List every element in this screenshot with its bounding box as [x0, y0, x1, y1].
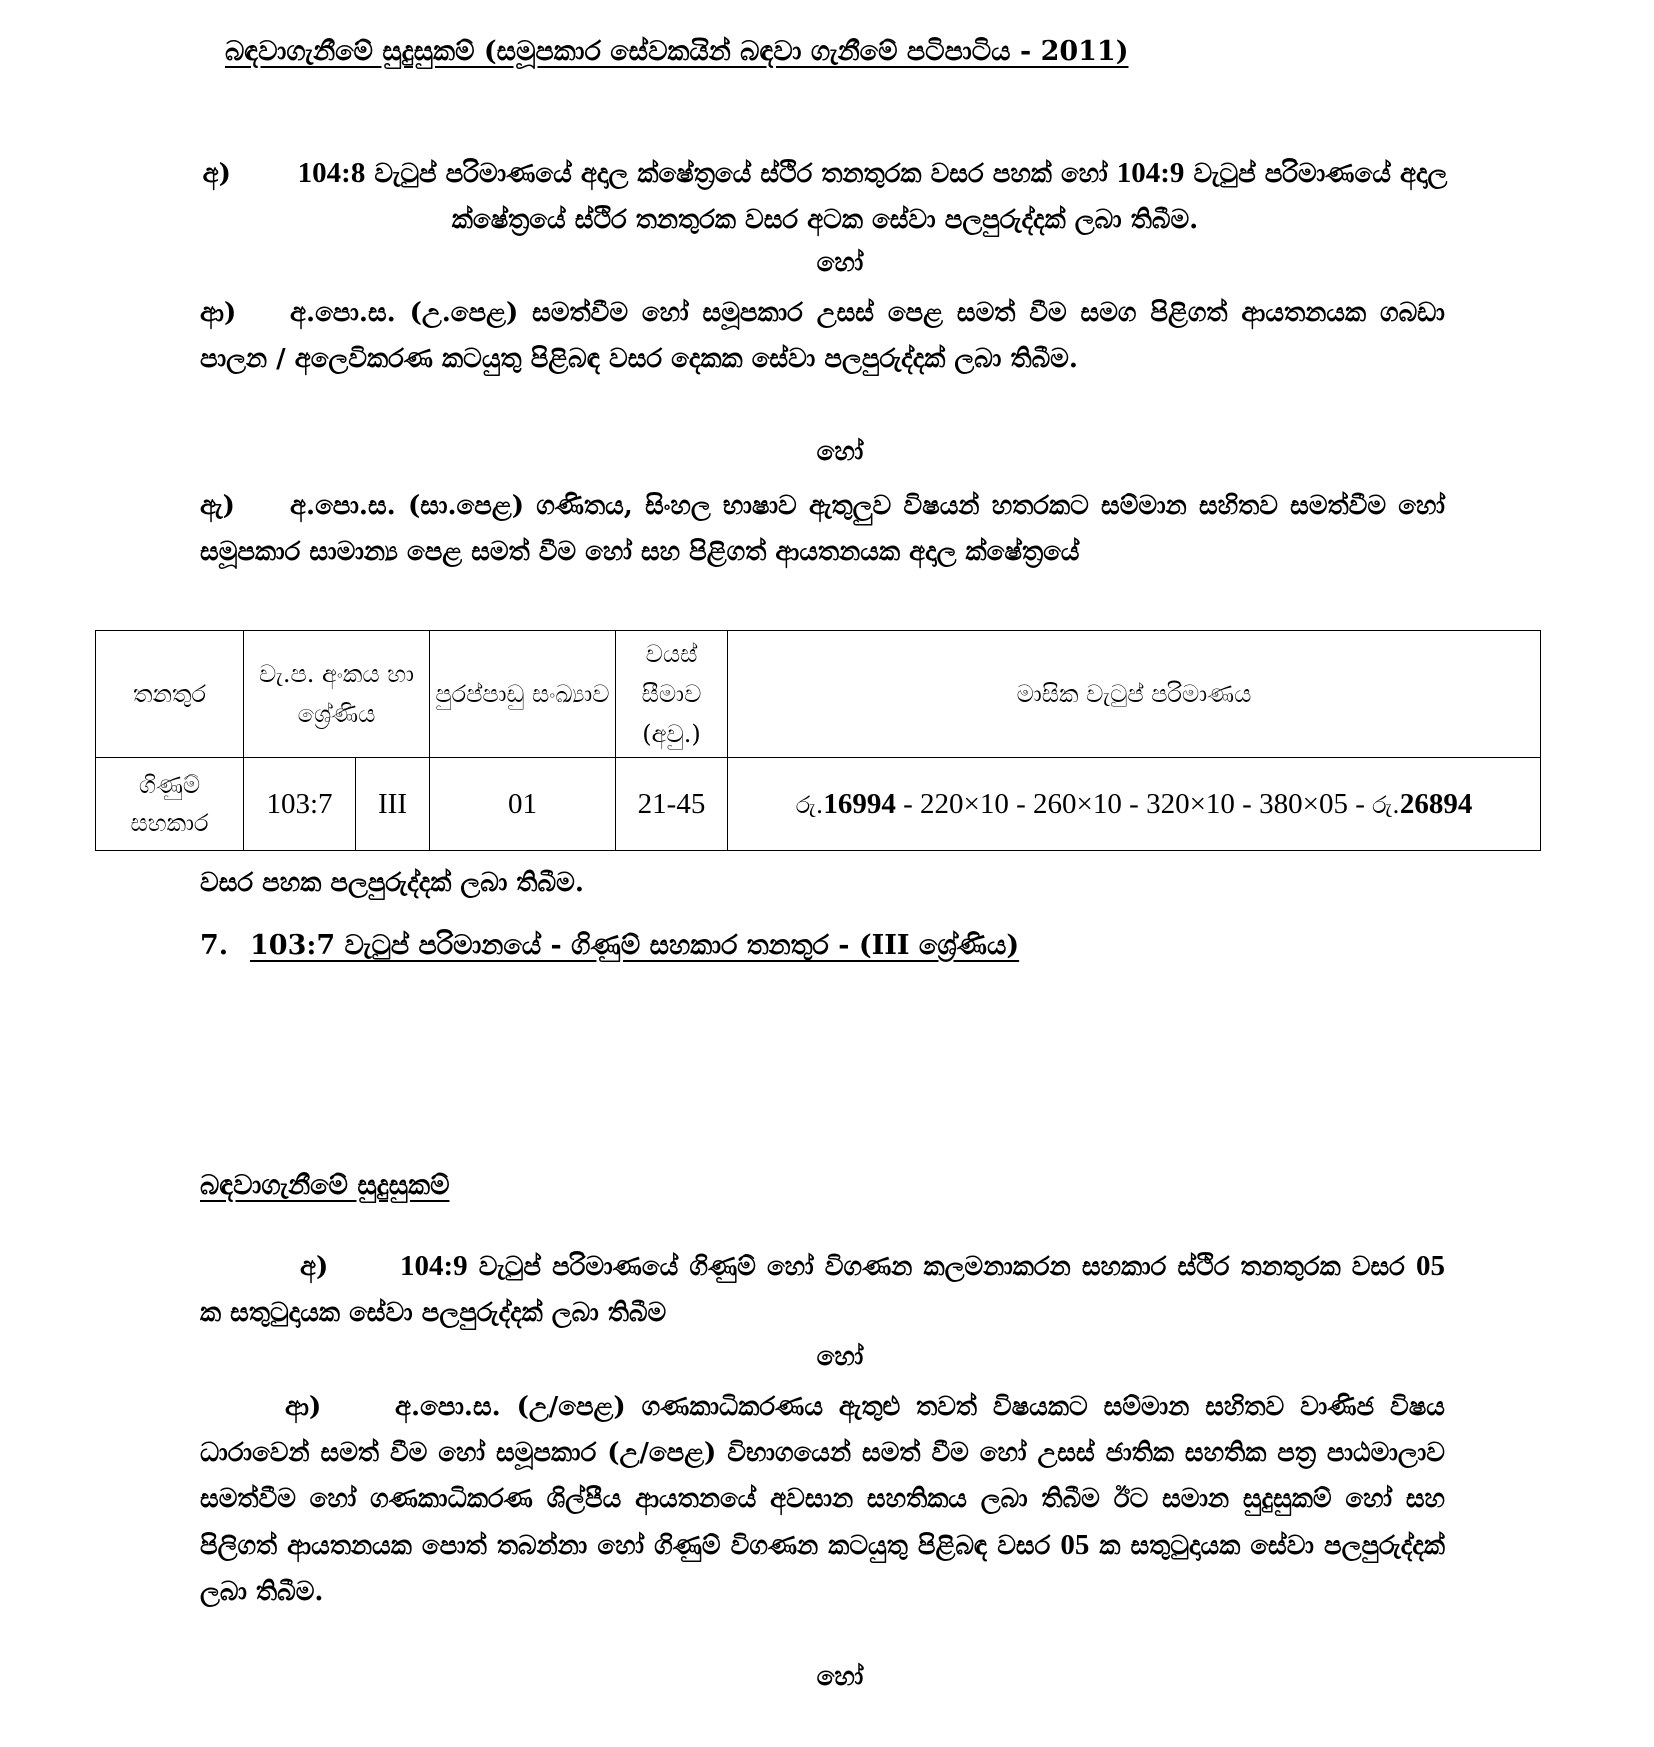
accountant-a-text1: වැටුප් පරිමාණයේ ගිණුම් හෝ විගණන කලමනාකරන සහකාර ස්ථිර තනතුරක වසර [467, 1252, 1416, 1282]
or-separator-4: හෝ [816, 1662, 864, 1692]
accountant-a-text2: ක සතුටුදායක සේවා පලපුරුද්දක් ලබා තිබීම [200, 1298, 667, 1328]
qualifications-heading: බඳවාගැනීමේ සුදුසුකම් [200, 1170, 450, 1201]
table-header-row [96, 631, 1541, 758]
label-a-2: අ) [300, 1252, 329, 1282]
accountant-qualification-a [200, 1243, 1445, 1336]
cell-age: 21-45 [616, 758, 728, 851]
salary-prefix-2: රු. [1372, 790, 1400, 819]
header-vacancies: පුරප්පාඩු සංඛ්‍යාව [430, 631, 616, 758]
continuation-text: වසර පහක පලපුරුද්දක් ලබා තිබීම. [200, 868, 584, 898]
post-details-table [95, 630, 1541, 851]
header-age-limit: වයස් සීමාව (අවු.) [616, 631, 728, 758]
scale-104-9-b: 104:9 [400, 1250, 468, 1282]
accountant-qualification-aa [200, 1384, 1445, 1615]
salary-prefix: රු. [795, 790, 824, 819]
qualification-a-text2: වැටුප් පරිමාණයේ අදාල ක්ෂේත්‍රයේ ස්ථිර තනතුරක වසර අටක සේවා පලපුරුද්දක් ලබා තිබීම. [451, 159, 1448, 235]
cell-scale: 103:7 [244, 758, 356, 851]
or-separator-3: හෝ [816, 1342, 864, 1372]
qualification-a-104-8 [200, 150, 1450, 243]
qualification-aa-text: අ.පො.ස. (උ.පෙළ) සමත්වීම හෝ සමූපකාර උසස් පෙළ සමත් වීම සමග පිළිගත් ආයතනයක ගබඩා පාලන / අලෙවිකරණ කටයුතු පිළිබඳ වසර දෙකක සේවා පලපුරුද්දක් ලබා තිබීම. [200, 298, 1445, 374]
qualification-ae-text: අ.පො.ස. (සා.පෙළ) ගණිතය, සිංහල භාෂාව ඇතුලුව විෂයන් හතරකට සම්මාන සහිතව සමත්වීම හෝ සමූපකාර සාමාන්‍ය පෙළ සමත් වීම හෝ සහ පිළිගත් ආයතනයක අදාල ක්ෂේත්‍රයේ [200, 491, 1445, 567]
salary-start: 16994 [823, 787, 896, 820]
cell-salary [728, 758, 1541, 851]
years-05-b: 05 [1060, 1529, 1090, 1561]
label-a: අ) [202, 159, 231, 189]
qualification-a-text1: වැටුප් පරිමාණයේ අදාල ක්ෂේත්‍රයේ ස්ථිර තනතුරක වසර පහක් හෝ [365, 159, 1117, 189]
section-7-heading [200, 930, 1019, 962]
or-separator-1: හෝ [816, 248, 864, 278]
table-row [96, 758, 1541, 851]
label-aa: ආ) [200, 298, 237, 328]
header-salary: මාසික වැටුප් පරිමාණය [728, 631, 1541, 758]
header-scale-grade: වැ.ප. අංකය හා ශ්‍රේණිය [244, 631, 430, 758]
accountant-aa-text1: අ.පො.ස. (උ/පෙළ) ගණකාධිකරණය ඇතුළු තවත් විෂයකට සම්මාන සහිතව වාණිජ විෂය ධාරාවෙන් සමත් වීම හෝ සමූපකාර (උ/පෙළ) විභාගයෙන් සමත් වීම හෝ උසස් ජාතික සහතික පත්‍ර පාඨමාලාව සමත්වීම හෝ ගණකාධිකරණ ශිල්පීය ආයතනයේ අවසාන සහතිකය ලබා තිබීම ඊට සමාන සුදුසුකම් හෝ සහ පිලිගත් ආයතනයක පොත් තබන්නා හෝ ගිණුම් විගණන කටයුතු පිළිබඳ වසර [200, 1392, 1445, 1561]
cell-grade: III [356, 758, 430, 851]
years-05: 05 [1416, 1250, 1445, 1282]
section-7-title: 103:7 වැටුප් පරිමානයේ - ගිණුම් සහකාර තනතුර - (III ශ්‍රේණිය) [250, 930, 1020, 961]
qualification-ae-ol [200, 483, 1445, 575]
page-title: බඳවාගැනීමේ සුදුසුකම් (සමූපකාර සේවකයින් බඳවා ගැනීමේ පටිපාටිය - 2011) [225, 36, 1129, 67]
label-aa-2: ආ) [285, 1392, 322, 1422]
label-ae: ඇ) [200, 491, 235, 521]
header-post: තනතුර [96, 631, 244, 758]
salary-steps: - 220×10 - 260×10 - 320×10 - 380×05 - [895, 787, 1373, 820]
salary-end: 26894 [1399, 787, 1473, 820]
cell-post: ගිණුම් සහකාර [96, 758, 244, 851]
cell-vacancies: 01 [430, 758, 616, 851]
scale-104-8: 104:8 [297, 157, 366, 189]
qualification-aa-al [200, 290, 1445, 382]
accountant-aa-text2: ක සතුටුදායක සේවා පලපුරුද්දක් ලබා තිබීම. [200, 1531, 1445, 1607]
or-separator-2: හෝ [816, 437, 864, 467]
scale-104-9: 104:9 [1116, 157, 1185, 189]
section-number: 7. [200, 930, 229, 961]
